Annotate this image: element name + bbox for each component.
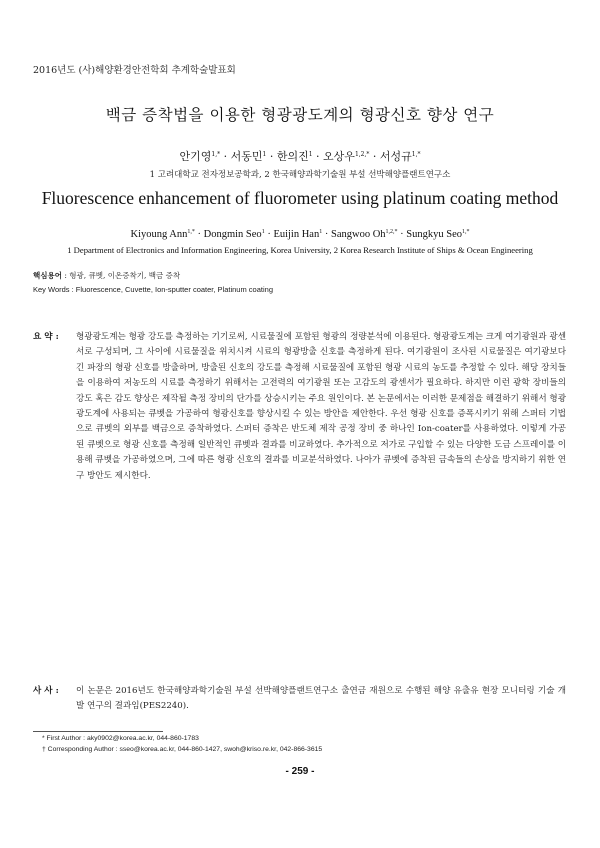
author-name: 오상우: [323, 150, 355, 163]
title-english: Fluorescence enhancement of fluorometer using platinum coating method: [41, 188, 559, 208]
keywords-korean: [33, 270, 180, 281]
author-name: Euijin Han: [273, 229, 320, 240]
authors-english: Kiyoung Ann$^{1,*}$ · Dongmin Seo$^1$ · Euijin Han$^1$ · Sangwoo $Oh^{1,2,*}$ · Sungkyu Seo$^{1,*}$: [130, 229, 470, 240]
acknowledgement-label: 사 사 :: [33, 686, 59, 696]
author-name: 안기영: [179, 150, 212, 163]
keywords-text: : Fluorescence, Cuvette, Ion-sputter coater, Platinum coating: [69, 285, 273, 294]
authors-korean: 안기영$^{1,*}$ · 서동민$^1$ · 한의진$^1$ · 오상우$^{1,2,*}$ · 서성규$^{1,*}$: [179, 150, 421, 163]
affiliation-english: 1 Department of Electronics and Information Engineering, Korea University, 2 Korea Research Institute of Ships & Ocean Engineering: [67, 245, 533, 255]
footnote-corresponding-author: † Corresponding Author : sseo@korea.ac.kr, 044-860-1427, swoh@kriso.re.kr, 042-866-3615: [42, 746, 323, 753]
author-name: 서동민: [230, 150, 263, 163]
footnote-divider: [33, 731, 163, 732]
abstract-body: 형광광도계는 형광 강도를 측정하는 기기로써, 시료물질에 포함된 형광의 정량분석에 이용된다. 형광광도계는 크게 여기광원과 광센서로 구성되며, 그 사이에 시료물질을 위치시켜 시료의 형광방출 신호를 측정하게 된다. 여기광원이 조사된 시료물질은 여기광보다 긴 파장의 형광 신호를 방출하며, 방출된 신호의 강도를 측정해 시료물질에 포함된 형광 시료의 농도를 추정할 수 있다. 해당 장치들을 이용하여 저농도의 시료를 측정하기 위해서는 고전력의 여기광원 또는 고감도의 광센서가 필요하다. 하지만 이런 광학 장비들의 강도 혹은 감도 향상은 제작될 측정 장비의 단가를 상승시키는 주요 원인이다. 본 논문에서는 이러한 문제점을 해결하기 위해서 형광광도계에 사용되는 큐벳을 가공하여 형광신호를 향상시킬 수 있는 방안을 제안한다. 우선 형광 신호를 증폭시키기 위해 스퍼터 기법으로 큐벳의 외부를 백금으로 증착하였다. 스퍼터 증착은 반도체 제작 공정 장비 중 하나인 Ion-coater를 사용하였다. 이렇게 가공된 큐벳으로 형광 신호를 측정해 일반적인 큐벳과 결과를 비교하였다. 추가적으로 저가로 구입할 수 있는 다양한 도금 스프레이를 이용해 큐벳을 가공하였으며, 그에 따른 형광 신호의 결과를 비교분석하였다. 나아가 큐벳에 증착된 금속들의 손상을 방지하기 위한 연구 방안도 제시한다.: [76, 332, 566, 481]
affiliation-korean: 1 고려대학교 전자정보공학과, 2 한국해양과학기술원 부설 선박해양플랜트연구소: [149, 170, 451, 180]
footnote-first-author: * First Author : aky0902@korea.ac.kr, 044-860-1783: [42, 735, 199, 742]
page-number: - 259 -: [285, 766, 315, 777]
author-name: Dongmin Seo: [203, 229, 262, 240]
abstract-label: 요 약 :: [33, 332, 59, 342]
keywords-text: : 형광, 큐벳, 이온증착기, 백금 증착: [61, 271, 181, 280]
keywords-label: 핵심용어: [33, 271, 62, 280]
author-name: 서성규: [379, 150, 412, 163]
keywords-label: Key Words: [33, 285, 70, 294]
author-name: Sangwoo Oh: [330, 229, 386, 240]
author-name: 한의진: [276, 150, 309, 163]
conference-header: 2016년도 (사)해양환경안전학회 추계학술발표회: [33, 65, 236, 76]
author-name: Kiyoung Ann: [130, 229, 188, 240]
title-korean: 백금 증착법을 이용한 형광광도계의 형광신호 향상 연구: [105, 106, 495, 124]
keywords-english: [33, 285, 273, 294]
acknowledgement-body: 이 논문은 2016년도 한국해양과학기술원 부설 선박해양플랜트연구소 출연금 재원으로 수행된 해양 유출유 현장 모니터링 기술 개발 연구의 결과임(PES2240).: [76, 686, 566, 712]
author-name: Sungkyu Seo: [406, 229, 462, 240]
